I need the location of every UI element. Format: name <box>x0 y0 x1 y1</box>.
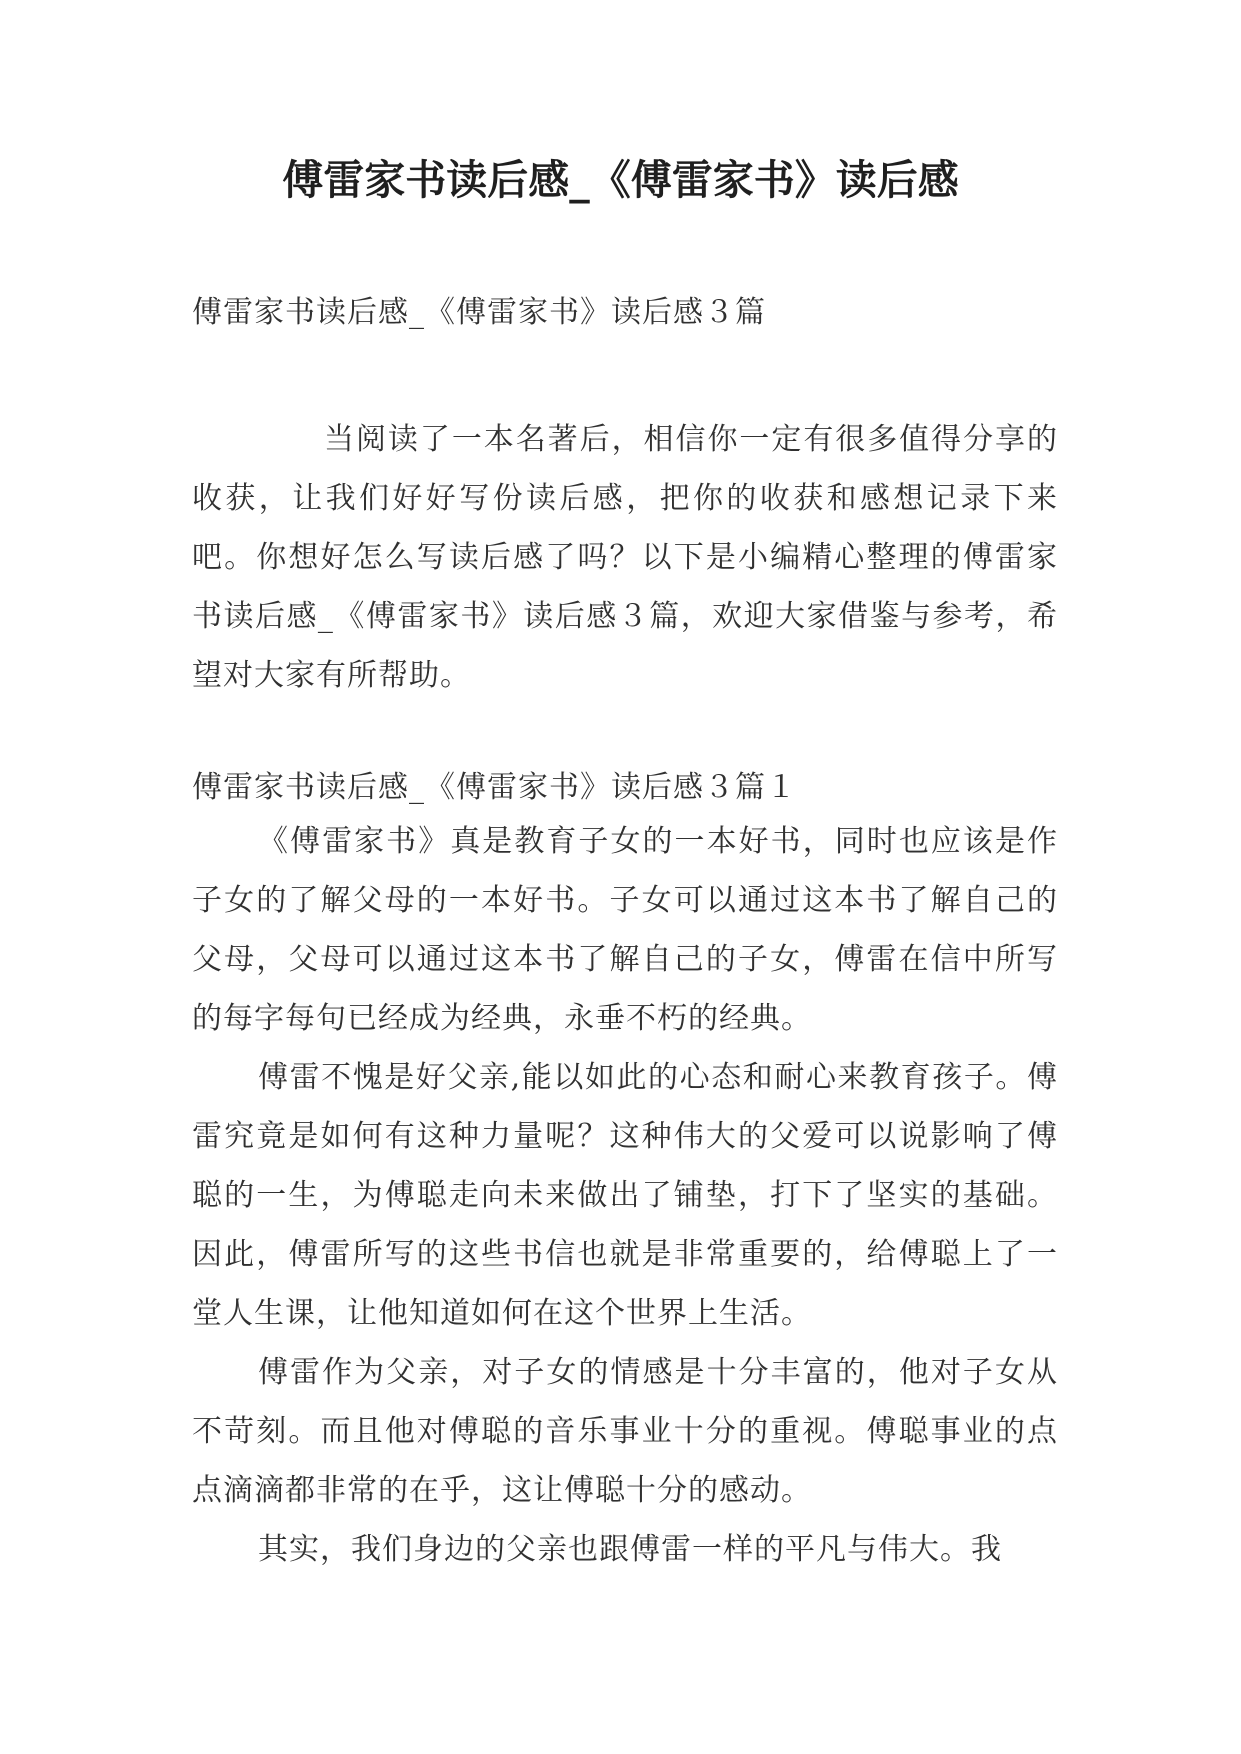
body-paragraph: 傅雷不愧是好父亲,能以如此的心态和耐心来教育孩子。傅雷究竟是如何有这种力量呢？这种伟大的父爱可以说影响了傅聪的一生，为傅聪走向未来做出了铺垫，打下了坚实的基础。因此，傅雷所写的这些书信也就是非常重要的，给傅聪上了一堂人生课，让他知道如何在这个世界上生活。 <box>192 1060 1058 1331</box>
section-body <box>192 812 1058 1579</box>
body-paragraph: 傅雷作为父亲，对子女的情感是十分丰富的，他对子女从不苛刻。而且他对傅聪的音乐事业十分的重视。傅聪事业的点点滴滴都非常的在乎，这让傅聪十分的感动。 <box>192 1355 1058 1508</box>
page-title: 傅雷家书读后感_《傅雷家书》读后感 <box>282 156 959 204</box>
document-subtitle: 傅雷家书读后感_《傅雷家书》读后感３篇 <box>192 295 766 330</box>
section-heading: 傅雷家书读后感_《傅雷家书》读后感３篇１ <box>192 770 797 805</box>
intro-paragraph: 当阅读了一本名著后，相信你一定有很多值得分享的收获，让我们好好写份读后感，把你的收获和感想记录下来吧。你想好怎么写读后感了吗？以下是小编精心整理的傅雷家书读后感_《傅雷家书》读后感３篇，欢迎大家借鉴与参考，希望对大家有所帮助。 <box>192 422 1058 693</box>
body-paragraph: 《傅雷家书》真是教育子女的一本好书，同时也应该是作子女的了解父母的一本好书。子女可以通过这本书了解自己的父母，父母可以通过这本书了解自己的子女，傅雷在信中所写的每字每句已经成为经典，永垂不朽的经典。 <box>192 824 1058 1036</box>
body-paragraph: 其实，我们身边的父亲也跟傅雷一样的平凡与伟大。我 <box>258 1532 1002 1567</box>
